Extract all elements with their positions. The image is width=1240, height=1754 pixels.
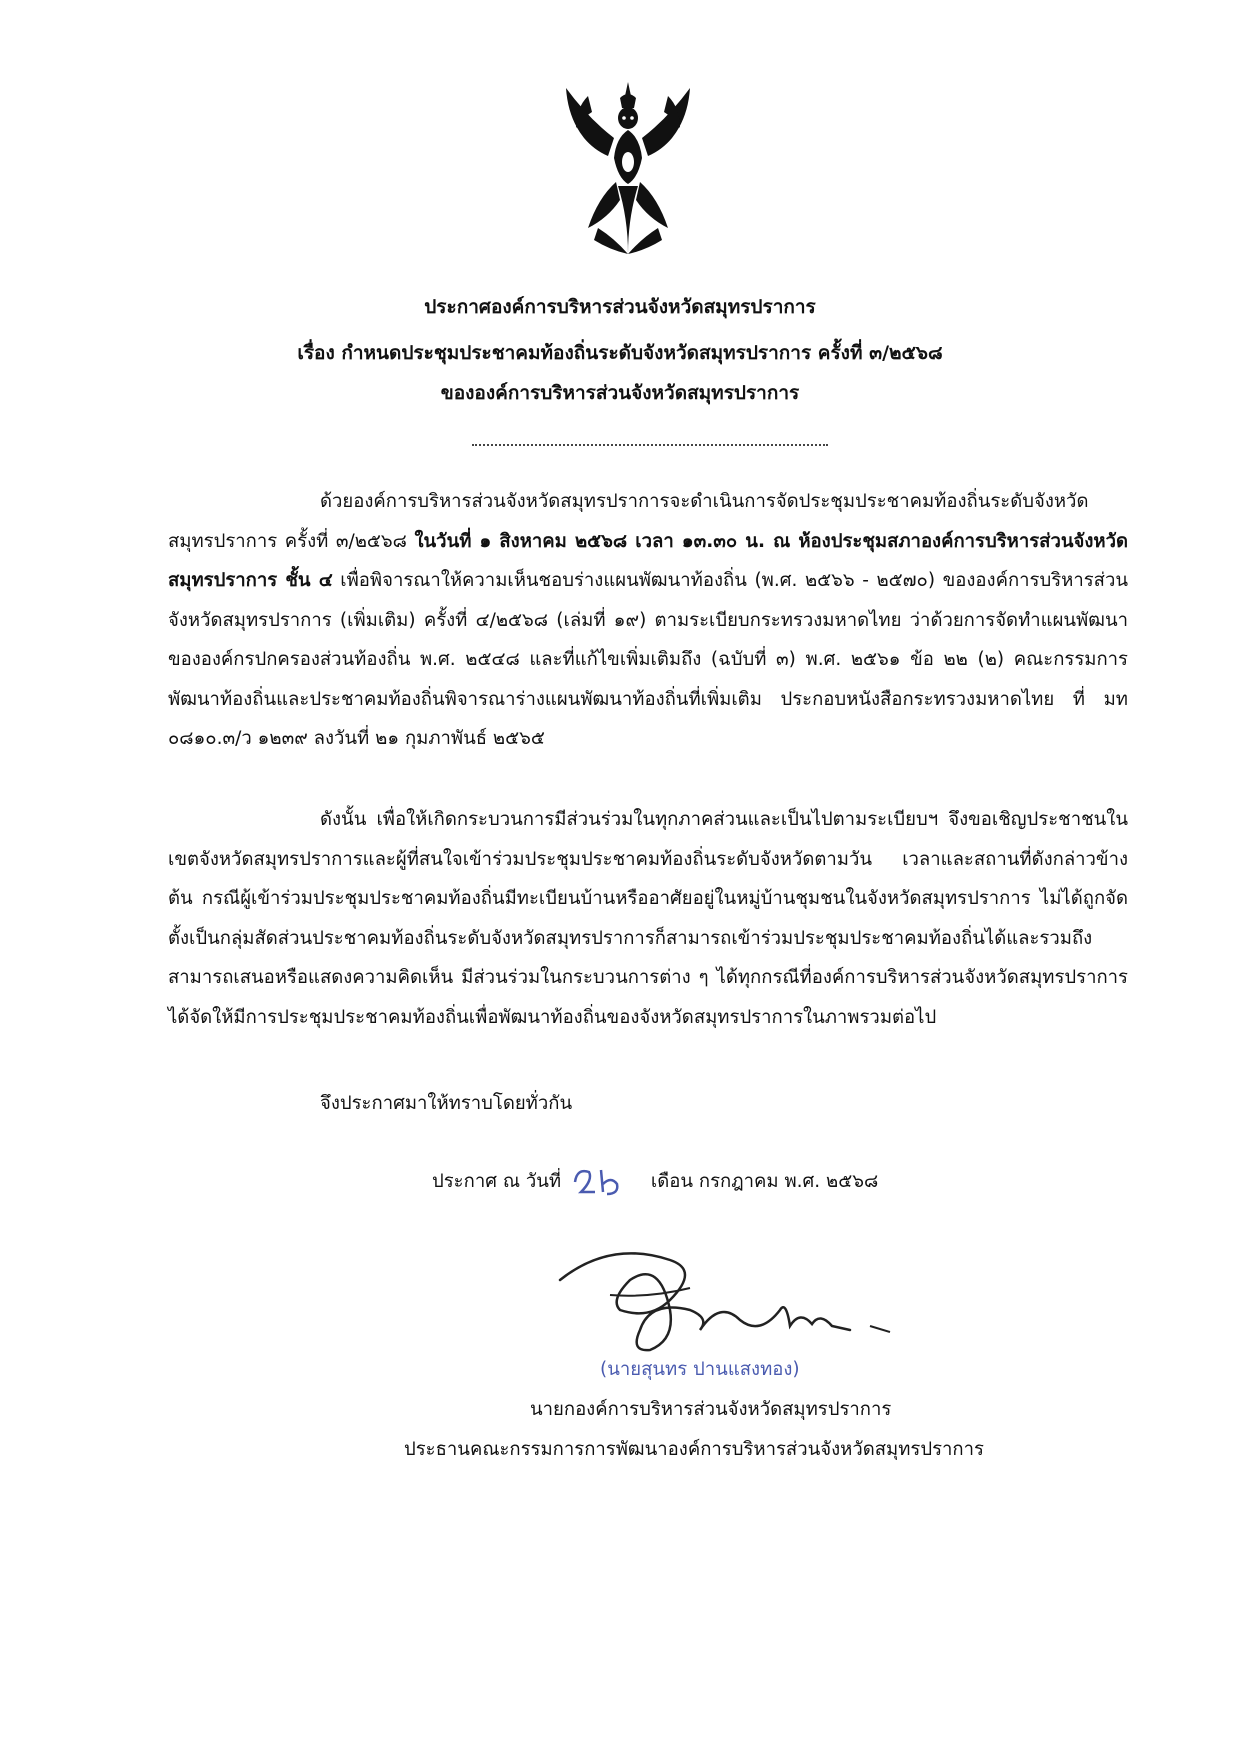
announcement-date bbox=[432, 1162, 878, 1202]
handwritten-signature-icon bbox=[550, 1240, 910, 1360]
handwritten-day bbox=[567, 1162, 645, 1202]
date-prefix: ประกาศ ณ วันที่ bbox=[432, 1171, 562, 1192]
body-paragraph-2 bbox=[168, 800, 1128, 1037]
signatory-name: (นายสุนทร ปานแสงทอง) bbox=[600, 1359, 800, 1380]
handwritten-day-icon bbox=[567, 1162, 645, 1202]
date-suffix: เดือน กรกฎาคม พ.ศ. ๒๕๖๘ bbox=[650, 1171, 879, 1192]
garuda-emblem-icon bbox=[558, 78, 698, 258]
signatory-position-1: นายกองค์การบริหารส่วนจังหวัดสมุทรปราการ bbox=[530, 1399, 892, 1420]
body-paragraph-1 bbox=[168, 482, 1128, 759]
para1-text-b: เพื่อพิจารณาให้ความเห็นชอบร่างแผนพัฒนาท้องถิ่น (พ.ศ. ๒๕๖๖ - ๒๕๗๐) ขององค์การบริหารส่วนจังหวัดสมุทรปราการ (เพิ่มเติม) ครั้งที่ ๔/๒๕๖๘ (เล่มที่ ๑๙) ตามระเบียบกระทรวงมหาดไทย ว่าด้วยการจัดทำแผนพัฒนาขององค์กรปกครองส่วนท้องถิ่น พ.ศ. ๒๕๔๘ และที่แก้ไขเพิ่มเติมถึง (ฉบับที่ ๓) พ.ศ. ๒๕๖๑ ข้อ ๒๒ (๒) คณะกรรมการพัฒนาท้องถิ่นและประชาคมท้องถิ่นพิจารณาร่างแผนพัฒนาท้องถิ่นที่เพิ่มเติม ประกอบหนังสือกระทรวงมหาดไทย ที่ มท ๐๘๑๐.๓/ว ๑๒๓๙ ลงวันที่ ๒๑ กุมภาพันธ์ ๒๕๖๕ bbox=[168, 570, 1129, 749]
signatory-position-2: ประธานคณะกรรมการการพัฒนาองค์การบริหารส่วนจังหวัดสมุทรปราการ bbox=[404, 1439, 984, 1460]
title-line-3: ขององค์การบริหารส่วนจังหวัดสมุทรปราการ bbox=[440, 382, 800, 404]
closing-statement: จึงประกาศมาให้ทราบโดยทั่วกัน bbox=[320, 1093, 573, 1114]
title-line-2: เรื่อง กำหนดประชุมประชาคมท้องถิ่นระดับจังหวัดสมุทรปราการ ครั้งที่ ๓/๒๕๖๘ bbox=[297, 342, 943, 364]
title-line-1: ประกาศองค์การบริหารส่วนจังหวัดสมุทรปราการ bbox=[424, 296, 816, 318]
para1-text-a: ด้วยองค์การบริหารส่วนจังหวัดสมุทรปราการจะดำเนินการจัดประชุมประชาคมท้องถิ่นระดับจังหวัดสมุทรปราการ ครั้งที่ ๓/๒๕๖๘ bbox=[168, 491, 1089, 552]
para2-text: ดังนั้น เพื่อให้เกิดกระบวนการมีส่วนร่วมในทุกภาคส่วนและเป็นไปตามระเบียบฯ จึงขอเชิญประชาชนในเขตจังหวัดสมุทรปราการและผู้ที่สนใจเข้าร่วมประชุมประชาคมท้องถิ่นระดับจังหวัดตามวัน เวลาและสถานที่ดังกล่าวข้างต้น กรณีผู้เข้าร่วมประชุมประชาคมท้องถิ่นมีทะเบียนบ้านหรืออาศัยอยู่ในหมู่บ้านชุมชนในจังหวัดสมุทรปราการ ไม่ได้ถูกจัดตั้งเป็นกลุ่มสัดส่วนประชาคมท้องถิ่นระดับจังหวัดสมุทรปราการก็สามารถเข้าร่วมประชุมประชาคมท้องถิ่นได้และรวมถึงสามารถเสนอหรือแสดงความคิดเห็น มีส่วนร่วมในกระบวนการต่าง ๆ ได้ทุกกรณีที่องค์การบริหารส่วนจังหวัดสมุทรปราการได้จัดให้มีการประชุมประชาคมท้องถิ่นเพื่อพัฒนาท้องถิ่นของจังหวัดสมุทรปราการในภาพรวมต่อไป bbox=[168, 809, 1128, 1028]
dotted-divider bbox=[472, 442, 828, 446]
para1-meeting-details: ในวันที่ ๑ สิงหาคม ๒๕๖๘ เวลา ๑๓.๓๐ น. ณ ห้องประชุมสภาองค์การบริหารส่วนจังหวัดสมุทรปราการ ชั้น ๔ bbox=[168, 530, 1128, 591]
